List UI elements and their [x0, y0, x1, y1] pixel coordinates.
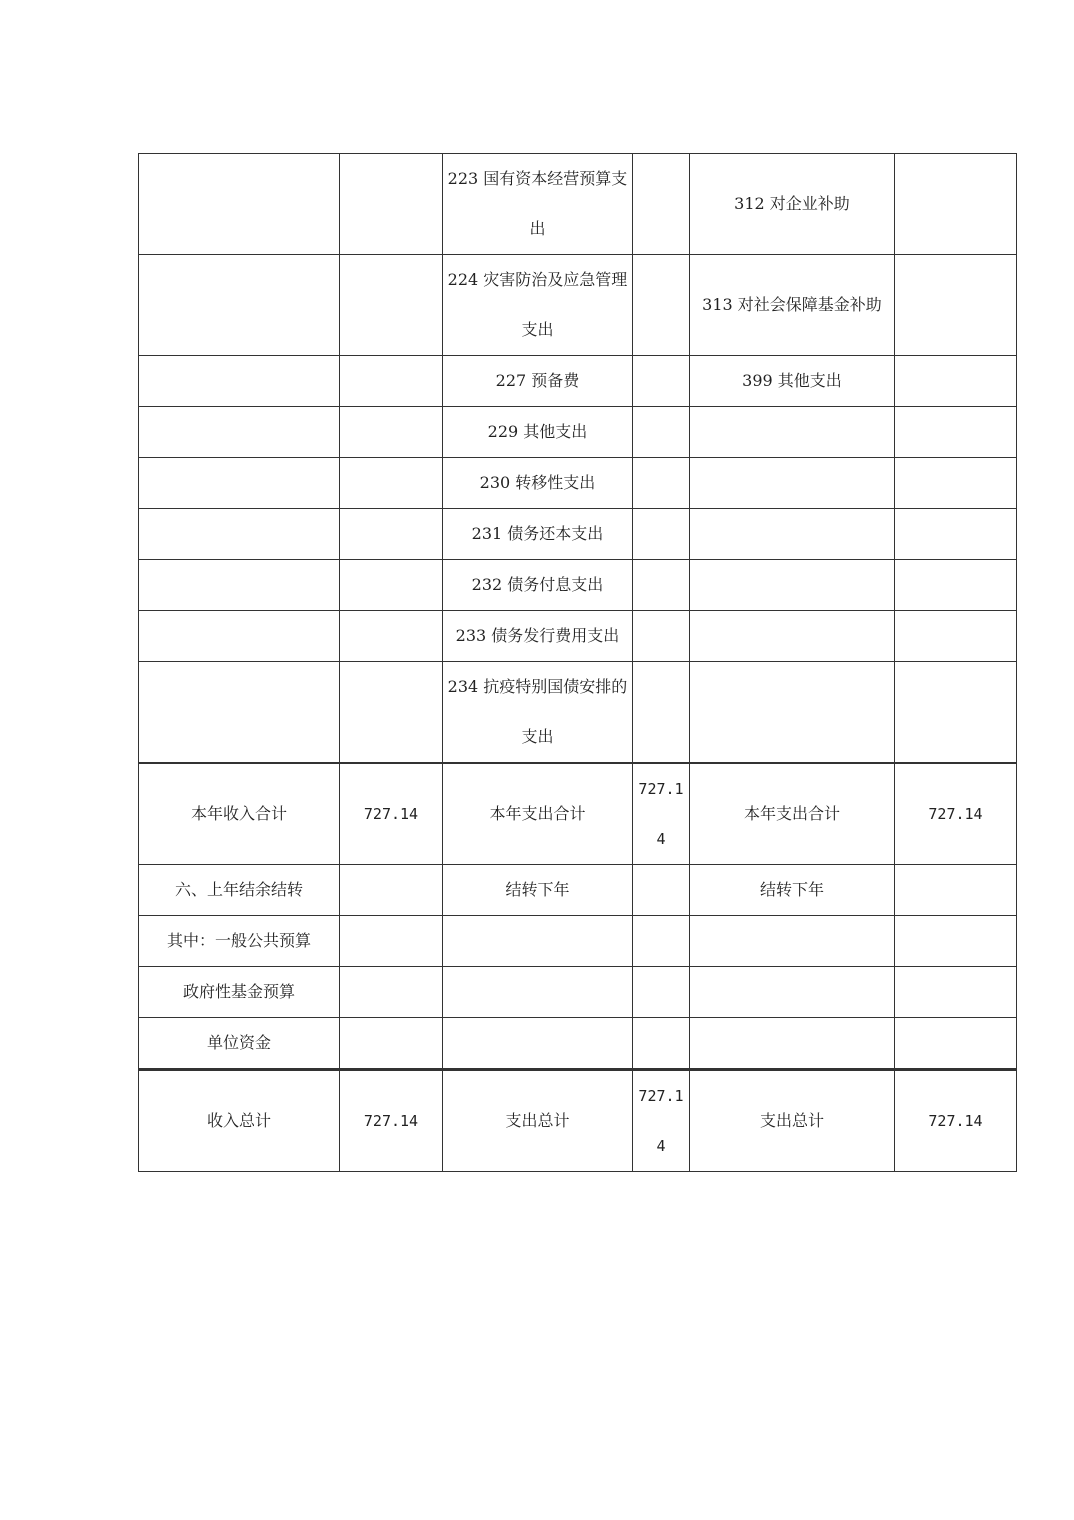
income-amount-cell [340, 967, 443, 1018]
expense-function-cell: 223 国有资本经营预算支出 [443, 154, 633, 255]
income-amount-cell [340, 865, 443, 916]
expense-function-amount-cell [633, 967, 690, 1018]
expense-function-amount-cell: 727.14 [633, 764, 690, 865]
income-item-cell: 其中：一般公共预算 [139, 916, 340, 967]
expense-economic-amount-cell [895, 356, 1017, 407]
expense-economic-cell [690, 458, 895, 509]
income-item-cell [139, 662, 340, 763]
expense-function-amount-cell [633, 407, 690, 458]
income-item-cell [139, 509, 340, 560]
income-amount-cell [340, 611, 443, 662]
income-item-cell: 单位资金 [139, 1018, 340, 1069]
income-amount-cell [340, 1018, 443, 1069]
income-item-cell [139, 356, 340, 407]
expense-economic-cell: 支出总计 [690, 1071, 895, 1172]
expense-economic-cell [690, 560, 895, 611]
expense-economic-cell: 313 对社会保障基金补助 [690, 255, 895, 356]
expense-function-amount-cell: 727.14 [633, 1071, 690, 1172]
expense-economic-amount-cell [895, 154, 1017, 255]
income-amount-cell [340, 356, 443, 407]
table-row [139, 458, 1017, 509]
table-row [139, 916, 1017, 967]
income-item-cell: 本年收入合计 [139, 764, 340, 865]
expense-function-cell: 224 灾害防治及应急管理支出 [443, 255, 633, 356]
income-item-cell [139, 154, 340, 255]
expense-economic-amount-cell [895, 407, 1017, 458]
expense-function-cell: 结转下年 [443, 865, 633, 916]
income-amount-cell [340, 509, 443, 560]
expense-economic-amount-cell [895, 509, 1017, 560]
expense-function-cell: 本年支出合计 [443, 764, 633, 865]
table-row [139, 865, 1017, 916]
expense-function-cell: 232 债务付息支出 [443, 560, 633, 611]
expense-function-cell: 231 债务还本支出 [443, 509, 633, 560]
income-item-cell [139, 560, 340, 611]
expense-function-cell: 230 转移性支出 [443, 458, 633, 509]
expense-economic-cell: 结转下年 [690, 865, 895, 916]
income-amount-cell [340, 458, 443, 509]
expense-function-amount-cell [633, 560, 690, 611]
expense-function-amount-cell [633, 865, 690, 916]
expense-economic-amount-cell [895, 560, 1017, 611]
expense-function-amount-cell [633, 916, 690, 967]
income-amount-cell [340, 560, 443, 611]
expense-economic-cell [690, 662, 895, 763]
expense-economic-amount-cell [895, 662, 1017, 763]
income-amount-cell: 727.14 [340, 1071, 443, 1172]
expense-economic-amount-cell [895, 255, 1017, 356]
expense-function-amount-cell [633, 611, 690, 662]
expense-economic-amount-cell [895, 458, 1017, 509]
expense-function-cell [443, 1018, 633, 1069]
table-row [139, 1071, 1017, 1172]
expense-function-amount-cell [633, 662, 690, 763]
expense-function-cell [443, 916, 633, 967]
expense-economic-cell: 399 其他支出 [690, 356, 895, 407]
expense-function-cell: 支出总计 [443, 1071, 633, 1172]
table-row [139, 764, 1017, 865]
income-item-cell: 收入总计 [139, 1071, 340, 1172]
expense-function-cell [443, 967, 633, 1018]
expense-function-cell: 229 其他支出 [443, 407, 633, 458]
expense-function-amount-cell [633, 154, 690, 255]
table-row [139, 560, 1017, 611]
table-row [139, 407, 1017, 458]
income-amount-cell [340, 407, 443, 458]
expense-function-amount-cell [633, 255, 690, 356]
table-row [139, 1018, 1017, 1069]
table-row [139, 611, 1017, 662]
income-item-cell [139, 611, 340, 662]
expense-function-cell: 233 债务发行费用支出 [443, 611, 633, 662]
table-row [139, 509, 1017, 560]
expense-economic-cell [690, 509, 895, 560]
expense-function-cell: 234 抗疫特别国债安排的支出 [443, 662, 633, 763]
expense-function-amount-cell [633, 458, 690, 509]
budget-table-body [139, 154, 1017, 1172]
income-item-cell [139, 458, 340, 509]
expense-economic-amount-cell: 727.14 [895, 1071, 1017, 1172]
expense-function-amount-cell [633, 356, 690, 407]
income-amount-cell [340, 255, 443, 356]
expense-economic-amount-cell [895, 916, 1017, 967]
table-row [139, 356, 1017, 407]
income-item-cell: 六、上年结余结转 [139, 865, 340, 916]
budget-table [138, 153, 1017, 1172]
expense-economic-cell [690, 916, 895, 967]
income-amount-cell: 727.14 [340, 764, 443, 865]
expense-economic-cell [690, 967, 895, 1018]
table-row [139, 967, 1017, 1018]
table-row [139, 255, 1017, 356]
expense-economic-cell [690, 407, 895, 458]
expense-function-cell: 227 预备费 [443, 356, 633, 407]
expense-economic-amount-cell [895, 967, 1017, 1018]
expense-economic-amount-cell: 727.14 [895, 764, 1017, 865]
expense-economic-amount-cell [895, 865, 1017, 916]
expense-economic-amount-cell [895, 611, 1017, 662]
expense-economic-cell: 312 对企业补助 [690, 154, 895, 255]
income-amount-cell [340, 916, 443, 967]
expense-economic-amount-cell [895, 1018, 1017, 1069]
income-amount-cell [340, 154, 443, 255]
income-amount-cell [340, 662, 443, 763]
table-row [139, 154, 1017, 255]
expense-function-amount-cell [633, 509, 690, 560]
expense-economic-cell: 本年支出合计 [690, 764, 895, 865]
expense-economic-cell [690, 1018, 895, 1069]
expense-function-amount-cell [633, 1018, 690, 1069]
income-item-cell: 政府性基金预算 [139, 967, 340, 1018]
table-row [139, 662, 1017, 763]
income-item-cell [139, 255, 340, 356]
income-item-cell [139, 407, 340, 458]
expense-economic-cell [690, 611, 895, 662]
